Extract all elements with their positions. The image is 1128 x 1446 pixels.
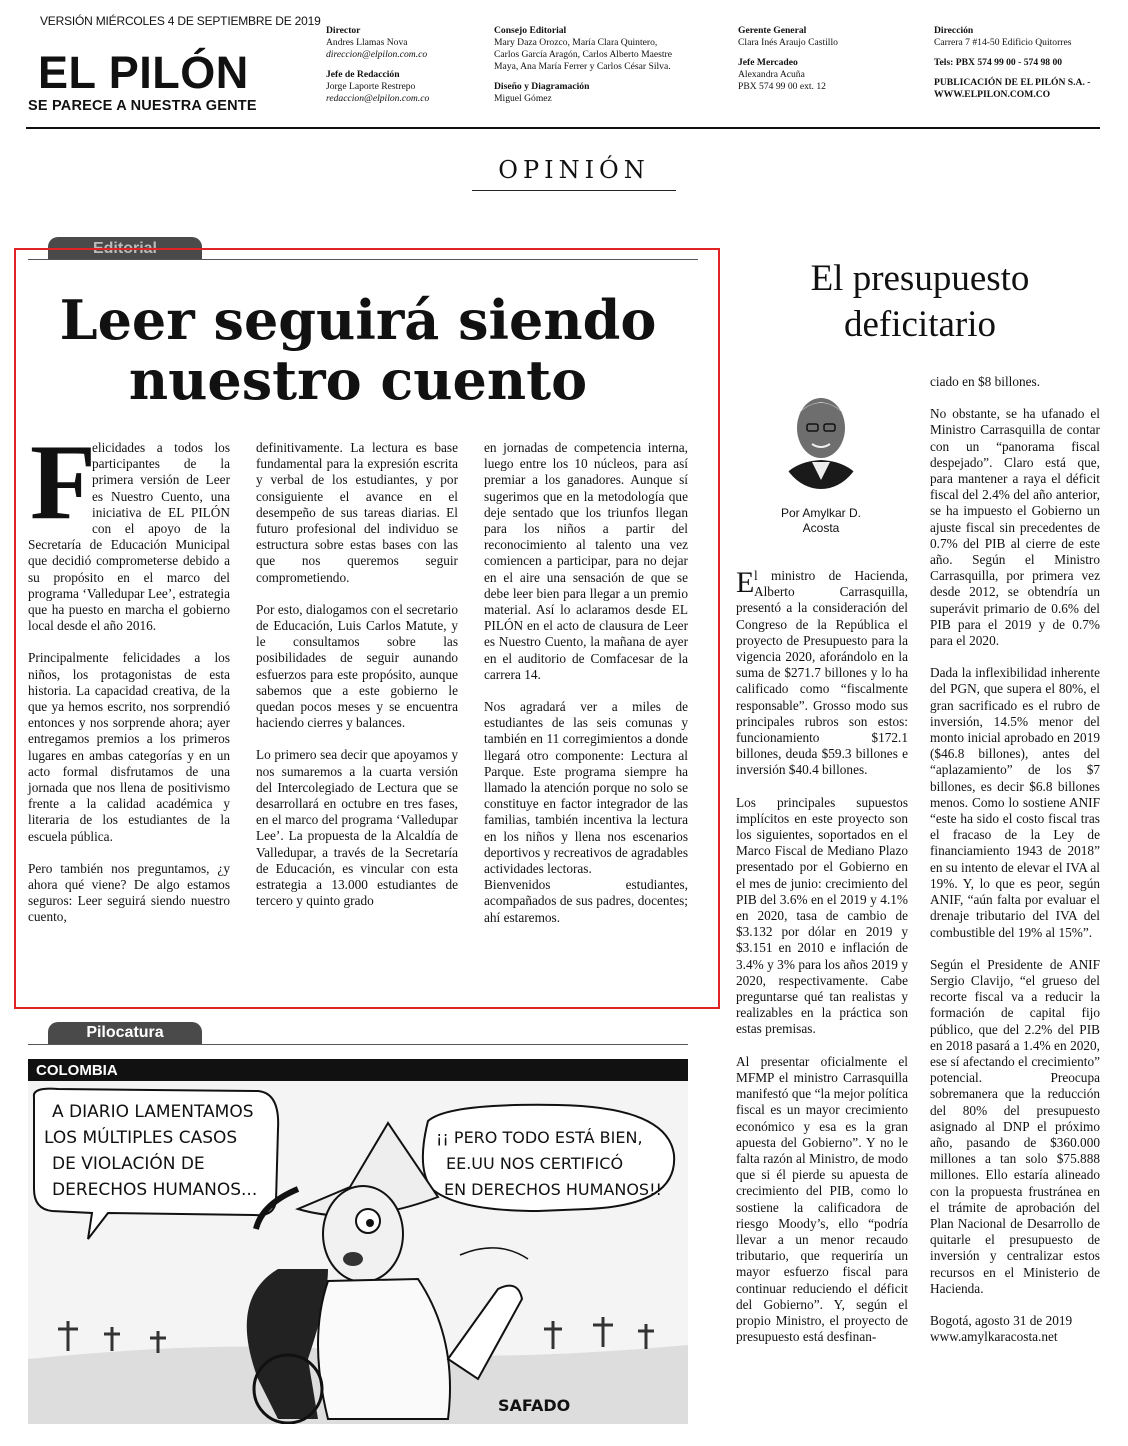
masthead-staff-col3 (738, 25, 838, 93)
column-paragraph: Según el Presidente de ANIF Sergio Clavijo, “el grueso del recorte fiscal va a reducir la formación de capital fijo público, que del 2.2% del PIB en 2018 pasará a 1.4% en 2020, ese sí afectando el crecimiento” potencial. Preocupa sobremanera que la reducción del 80% del presupuesto asignado al DNP el próximo año, pasando de $360.000 millones a tan solo $75.888 millones. Ello estaría alineado con la propuesta frustránea en el trámite de aprobación del Plan Nacional de Desarrollo de quitarle el presupuesto de inversión y centralizar estos recursos en el Ministerio de Hacienda. (930, 956, 1100, 1296)
gerente-label: Gerente General (738, 25, 807, 36)
column-paragraph: ciado en $8 billones. (930, 374, 1041, 389)
editorial-paragraph: Lo primero sea decir que apoyamos y nos sumaremos a la cuarta versión del Intercolegiado de Lectura que se desarrollará en octubre en tres fases, en el marco del programa ‘Valledupar Lee’. La propuesta de la Alcaldía de Valledupar, a través de la Secretaría de Educación, es vincular con esta estrategia a 13.000 estudiantes de tercero y quinto grado (256, 747, 458, 909)
signoff-line: Bogotá, agosto 31 de 2019 (930, 1312, 1073, 1328)
consejo-line: Mary Daza Orozco, María Clara Quintero, (494, 37, 658, 48)
byline-line: Por Amylkar D. (780, 506, 861, 520)
jefe-redaccion-email: redaccion@elpilon.com.co (326, 93, 430, 104)
editorial-lead-paragraph (28, 423, 230, 634)
editorial-paragraph: Pero también nos preguntamos, ¿y ahora qué viene? De algo estamos seguros: Leer seguirá siendo nuestro cuento, (28, 860, 230, 925)
bubble1-line: DERECHOS HUMANOS... (52, 1180, 258, 1200)
column-right-text (930, 374, 1100, 1345)
editorial-paragraph: Bienvenidos estudiantes, acompañados de sus padres, docentes; ahí estaremos. (484, 877, 688, 925)
column-signoff (930, 1313, 1100, 1345)
column-paragraph: No obstante, se ha ufanado el Ministro Carrasquilla de contar con un “panorama fiscal despejado”. Claro está que, para mantener a raya el déficit fiscal del 2.4% del año anterior, se ha impuesto el Gobierno un ajuste fiscal sin precedentes de 0.7% del PIB al cierre de este año. Según el Ministro Carrasquilla, por primera vez desde 2012, se obtendría un superávit primario de 0.6% del PIB para el 2019 y de 0.7% para el 2020. (930, 406, 1100, 649)
consejo-line: Carlos García Aragón, Carlos Alberto Maestre (494, 49, 672, 60)
masthead-divider (26, 127, 1100, 129)
column-headline (740, 256, 1100, 348)
tels-text: Tels: PBX 574 99 00 - 574 98 00 (934, 57, 1063, 68)
column-lead-paragraph (736, 568, 908, 779)
bubble1-line: A DIARIO LAMENTAMOS (52, 1102, 254, 1122)
newspaper-logo: EL PILÓN (38, 47, 249, 98)
editorial-paragraph: Principalmente felicidades a los niños, los protagonistas de esta historia. La capacidad creativa, de la que ya hemos escrito, nos sorprendió entonces y nos sorprende ahora; ayer entregamos premios a los primeros lugares en ambas categorías y en un acto formal disfrutamos de una jornada que nos llena de positivismo frente a la calidad académica y literaria de los estudiantes de la escuela pública. (28, 650, 230, 844)
bubble2-line: ¡¡ PERO TODO ESTÁ BIEN, (436, 1128, 643, 1147)
bubble1-line: LOS MÚLTIPLES CASOS (44, 1128, 238, 1148)
editorial-column-3 (484, 440, 688, 942)
diseno-name: Miguel Gómez (494, 93, 552, 104)
jefe-redaccion-label: Jefe de Redacción (326, 69, 400, 80)
editorial-cartoon (28, 1059, 688, 1424)
headline-line: nuestro cuento (128, 348, 588, 412)
direccion-label: Dirección (934, 25, 974, 36)
editorial-paragraph: en jornadas de competencia interna, luego entre los 10 núcleos, para así premiar a los ganadores. Aunque sí sugerimos que en la metodología que deje sentado que los triunfos llegan para los niños a partir del reconocimiento al talento una vez comiencen a participar, para no dejar en el aire una sensación de que se debe leer bien para llegar a un premio material. Así lo aclaramos desde EL PILÓN en el acto de clausura de Leer es Nuestro Cuento, la mañana de ayer en el auditorio de Comfacesar de la carrera 14. (484, 440, 688, 682)
jefe-mercadeo-name: Alexandra Acuña (738, 69, 805, 80)
column-dropcap: E (736, 566, 755, 599)
editorial-paragraph: Nos agradará ver a miles de estudiantes de las seis comunas y también en 11 corregimientos a donde llegará otro componente: Lectura al Parque. Este programa siempre ha llamado la atención porque no solo se constituye en factor integrador de las familias, también incentiva la lectura en los niños y llena nos escenarios deportivos y recreativos de agradables actividades lectoras. (484, 699, 688, 877)
cartoon-illustration (28, 1059, 688, 1424)
cartoon-signature: SAFADO (498, 1396, 571, 1415)
bubble1-line: DE VIOLACIÓN DE (52, 1154, 205, 1174)
editorial-paragraph: definitivamente. La lectura es base fundamental para la expresión escrita y verbal de los estudiantes, y por consiguiente el avance en el desempeño de sus tareas diarias. El futuro profesional del individuo se estructura sobre estas bases con las que nos queremos seguir comprometiendo. (256, 440, 458, 585)
masthead-staff-col2 (494, 25, 672, 105)
editorial-paragraph: Por esto, dialogamos con el secretario de Educación, Luis Carlos Matute, y le consultamos sobre las posibilidades de seguir aunando esfuerzos para este propósito, aunque sabemos que a este gobierno le quedan pocos meses y se encuentra haciendo cierres y balances. (256, 601, 458, 731)
gerente-name: Clara Inés Araujo Castillo (738, 37, 838, 48)
pilocatura-divider (28, 1044, 688, 1045)
headline-line: Leer seguirá siendo (59, 288, 657, 352)
column-paragraph: Dada la inflexibilidad inherente del PGN, que supera el 80%, el gran sacrificado es el rubro de inversión, 14.5% menor del monto inicial aprobado en 2019 ($46.8 billones), antes del “aplazamiento” de los $7 billones, es decir $6.8 billones menos. Como lo sostiene ANIF “este ha sido el costo fiscal tras el fracaso de la Ley de financiamiento 1943 de 2018” en su intento de elevar el IVA al 19%. Y, lo que es peor, según ANIF, “aún falta por evaluar el drenaje tributario del IVA del combustible del 19% al 15%”. (930, 665, 1100, 940)
lead-text: elicidades a todos los participantes de la primera versión de Leer es Nuestro Cuento, una iniciativa de EL PILÓN con el apoyo de la Secretaría de Educación Municipal que decidió comprometerse debido a su propósito en el marco del programa ‘Valledupar Lee’, estrategia que ha puesto en marcha el gobierno local desde el año 2016. (28, 440, 230, 634)
edition-date: VERSIÓN MIÉRCOLES 4 DE SEPTIEMBRE DE 2019 (40, 14, 321, 28)
masthead-staff-col4 (934, 25, 1090, 101)
publicacion-line: PUBLICACIÓN DE EL PILÓN S.A. - (934, 77, 1091, 88)
director-name: Andres Llamas Nova (326, 37, 408, 48)
editorial-dropcap: F (30, 423, 96, 542)
author-portrait (776, 380, 866, 490)
section-title-underline (472, 190, 676, 191)
newspaper-slogan: SE PARECE A NUESTRA GENTE (28, 98, 257, 114)
lead-text: l ministro de Hacienda, Alberto Carrasquilla, presentó a la consideración del Congreso de la República el proyecto de Presupuesto para la vigencia 2020, aforándolo en la suma de $271.7 billones y lo ha calificado como “fiscalmente responsable”. Grosso modo sus principales rubros son estos: funcionamiento $172.1 billones, deuda $59.3 billones e inversión $40.4 billones. (736, 568, 908, 778)
pilocatura-tab: Pilocatura (48, 1022, 202, 1044)
editorial-column-2 (256, 440, 458, 925)
section-title: OPINIÓN (498, 156, 650, 184)
column-byline (766, 506, 876, 536)
headline-line: El presupuesto (810, 258, 1030, 299)
cartoon-label: COLOMBIA (36, 1062, 118, 1079)
bubble2-line: EE.UU NOS CERTIFICÓ (446, 1154, 624, 1173)
consejo-label: Consejo Editorial (494, 25, 567, 36)
headline-line: deficitario (843, 304, 997, 345)
column-paragraph: Los principales supuestos implícitos en este proyecto son los siguientes, soportados en el Marco Fiscal de Mediano Plazo presentado por el Gobierno en el mes de junio: crecimiento del PIB del 3.6% en el 2019 y 4.1% en 2020, tasa de cambio de $3.132 por dólar en 2019 y $3.151 en 2010 e inflación de 3.4% y 3% para los años 2019 y 2020, respectivamente. Cabe preguntarse qué tan realistas y realizables en la práctica son estas premisas. (736, 794, 908, 1037)
direccion-value: Carrera 7 #14-50 Edificio Quitorres (934, 37, 1072, 48)
publicacion-line: WWW.ELPILON.COM.CO (934, 89, 1051, 100)
diseno-label: Diseño y Diagramación (494, 81, 590, 92)
director-email: direccion@elpilon.com.co (326, 49, 428, 60)
editorial-column-1 (28, 423, 230, 942)
director-label: Director (326, 25, 361, 36)
byline-line: Acosta (802, 521, 840, 535)
masthead-staff-col1 (326, 25, 429, 105)
bubble2-line: EN DERECHOS HUMANOS!! (444, 1180, 662, 1199)
editorial-tab: Editorial (48, 237, 202, 259)
column-paragraph: Al presentar oficialmente el MFMP el ministro Carrasquilla manifestó que “la mejor política fiscal es un mayor crecimiento económico y esa es la gran apuesta del Gobierno”. Y no le falta razón al Ministro, de modo que si él pierde su apuesta de crecimiento del PIB, como lo sostiene la calificadora de riesgo Moody’s, ello “podría llevar a un menor recaudo tributario, que requeriría un mayor esfuerzo fiscal para continuar reduciendo el déficit del Gobierno”. Y, según el propio Ministro, el proyecto de presupuesto está desfinan- (736, 1053, 908, 1345)
column-left-text (736, 568, 908, 1361)
consejo-line: Maya, Ana María Ferrer y Carlos César Silva. (494, 61, 671, 72)
signoff-line: www.amylkaracosta.net (930, 1329, 1058, 1345)
jefe-redaccion-name: Jorge Laporte Restrepo (326, 81, 416, 92)
author-photo (776, 380, 866, 490)
pbx-text: PBX 574 99 00 ext. 12 (738, 81, 826, 92)
jefe-mercadeo-label: Jefe Mercadeo (738, 57, 798, 68)
editorial-headline (28, 290, 688, 410)
